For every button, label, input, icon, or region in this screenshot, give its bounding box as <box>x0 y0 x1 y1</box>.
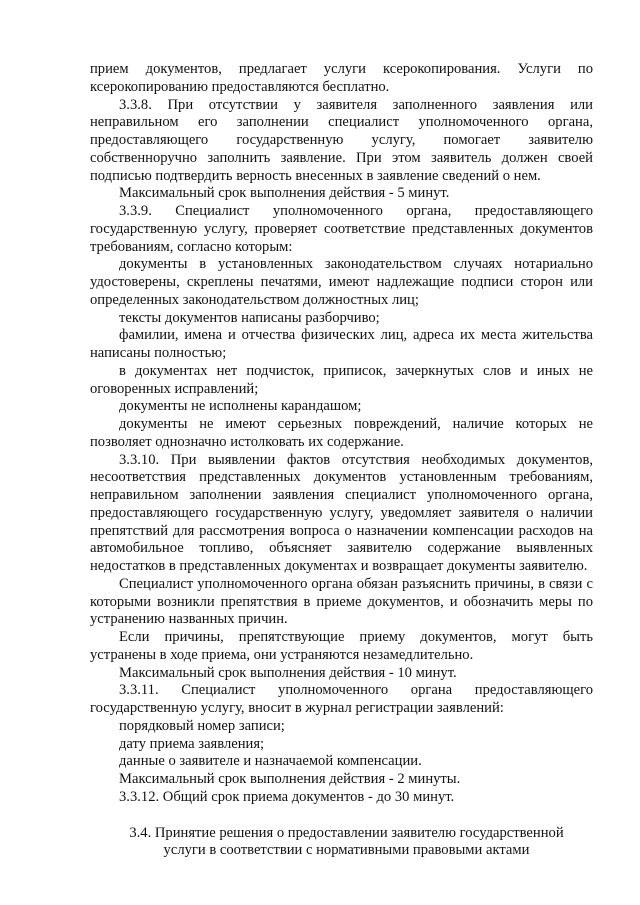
paragraph-3-3-12: 3.3.12. Общий срок приема документов - до 30 минут. <box>119 788 455 805</box>
paragraph-if-reasons: Если причины, препятствующие приему документов, могут быть устранены в ходе приема, они устраняются незамедлительно. <box>90 629 593 663</box>
paragraph-3-3-11: 3.3.11. Специалист уполномоченного органа предоставляющего государственную услугу, вносит в журнал регистрации заявлений: <box>90 682 593 716</box>
section-heading-3-4 <box>90 825 593 861</box>
journal-item: дату приема заявления; <box>119 735 265 752</box>
paragraph-3-3-8: 3.3.8. При отсутствии у заявителя заполненного заявления или неправильном его заполнении специалист уполномоченного органа, предоставляющего государственную услугу, помогает заявителю собственноручно заполнить заявление. При этом заявитель должен своей подписью подтвердить верность внесенных в заявление сведений о нем. <box>90 96 593 184</box>
heading-line-1: 3.4. Принятие решения о предоставлении заявителю государственной <box>129 824 564 841</box>
requirement-item: документы не исполнены карандашом; <box>119 398 362 415</box>
requirement-item: в документах нет подчисток, приписок, зачеркнутых слов и иных не оговоренных исправлений; <box>90 362 593 397</box>
journal-item: порядковый номер записи; <box>119 717 285 734</box>
requirement-item: документы в установленных законодательством случаях нотариально удостоверены, скреплены печатями, имеют надлежащие подписи сторон или определенных законодательством должностных лиц; <box>90 256 593 308</box>
requirement-item: фамилии, имена и отчества физических лиц, адреса их места жительства написаны полностью; <box>90 327 593 361</box>
paragraph-continuation: прием документов, предлагает услуги ксерокопирования. Услуги по ксерокопированию предоставляются бесплатно. <box>90 61 593 95</box>
paragraph-time-2-min: Максимальный срок выполнения действия - 2 минуты. <box>119 771 461 787</box>
requirement-item: документы не имеют серьезных повреждений, наличие которых не позволяет однозначно истолковать их содержание. <box>90 416 593 450</box>
section-gap <box>90 807 593 825</box>
heading-line-2: услуги в соответствии с нормативными правовыми актами <box>163 842 530 859</box>
paragraph-3-3-9: 3.3.9. Специалист уполномоченного органа, предоставляющего государственную услугу, проверяет соответствие представленных документов требованиям, согласно которым: <box>90 203 593 255</box>
paragraph-time-5-min: Максимальный срок выполнения действия - 5 минут. <box>119 185 450 202</box>
paragraph-specialist-explains: Специалист уполномоченного органа обязан разъяснить причины, в связи с которыми возникли препятствия в приеме документов, и обозначить меры по устранению названных причин. <box>90 575 593 628</box>
requirement-item: тексты документов написаны разборчиво; <box>119 309 380 326</box>
journal-item: данные о заявителе и назначаемой компенсации. <box>119 753 422 770</box>
paragraph-time-10-min: Максимальный срок выполнения действия - 10 минут. <box>119 664 457 681</box>
paragraph-3-3-10: 3.3.10. При выявлении фактов отсутствия необходимых документов, несоответствия представленных документов установленным требованиям, неправильном заполнении заявления специалист уполномоченного органа, предоставляющего государственную услугу, уведомляет заявителя о наличии препятствий для рассмотрения вопроса о назначении компенсации расходов на автомобильное топливо, объясняет заявителю содержание выявленных недостатков в представленных документах и возвращает документы заявителю. <box>90 451 593 574</box>
